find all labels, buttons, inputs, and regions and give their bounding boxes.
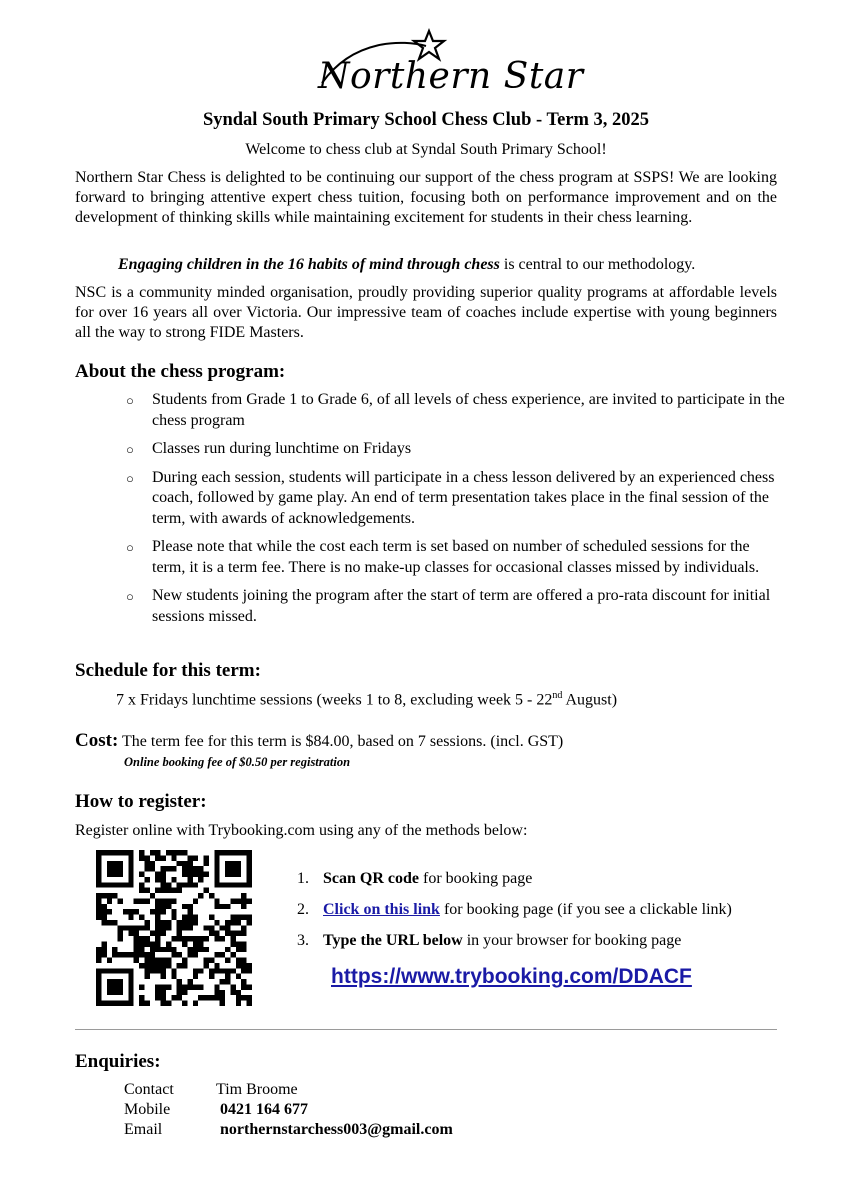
mobile-row [124, 1101, 308, 1119]
email-row [124, 1121, 453, 1139]
list-item [297, 900, 732, 920]
bullet-icon: ○ [126, 442, 134, 457]
step-emphasis: Type the URL below [323, 932, 463, 949]
bullet-icon: ○ [126, 470, 134, 486]
step-number: 1. [297, 870, 309, 887]
bullet-icon: ○ [126, 540, 134, 555]
contact-label: Contact [124, 1081, 174, 1098]
register-steps [297, 869, 732, 962]
step-number: 3. [297, 932, 309, 949]
bullet-icon: ○ [126, 393, 134, 408]
mobile-label: Mobile [124, 1101, 171, 1118]
about-heading: About the chess program: [75, 361, 286, 382]
logo-text: Northern Star [318, 56, 584, 97]
list-item [126, 390, 786, 431]
list-item [126, 439, 786, 460]
schedule-text-end: August) [562, 691, 618, 709]
email-label: Email [124, 1121, 163, 1138]
mobile-value: 0421 164 677 [220, 1101, 308, 1118]
step-text: in your browser for booking page [462, 932, 682, 949]
booking-fee-note: Online booking fee of $0.50 per registration [124, 755, 351, 769]
bullet-icon: ○ [126, 589, 134, 604]
tagline-rest: is central to our methodology. [499, 256, 696, 273]
email-value[interactable]: northernstarchess003@gmail.com [220, 1121, 453, 1138]
register-heading: How to register: [75, 791, 207, 812]
qr-code-icon[interactable] [96, 850, 252, 1006]
about-list [126, 390, 786, 635]
divider [75, 1029, 777, 1030]
enquiries-heading: Enquiries: [75, 1051, 161, 1072]
contact-row [124, 1081, 298, 1099]
list-item [126, 586, 786, 627]
list-item [297, 869, 732, 889]
star-icon [414, 31, 444, 59]
list-item-text: Classes run during lunchtime on Fridays [152, 440, 412, 457]
booking-url-link[interactable]: https://www.trybooking.com/DDACF [331, 965, 692, 988]
list-item-text: New students joining the program after the start of term are offered a pro-rata discount for initial sessions missed. [152, 587, 771, 625]
contact-value: Tim Broome [216, 1081, 298, 1098]
ordinal-suffix: nd [552, 690, 563, 701]
tagline [118, 256, 695, 274]
booking-link[interactable]: Click on this link [323, 901, 440, 918]
page-title: Syndal South Primary School Chess Club - Term 3, 2025 [202, 110, 650, 130]
step-text: for booking page (if you see a clickable link) [439, 901, 732, 918]
cost-label: Cost: [75, 730, 119, 751]
about-nsc-paragraph: NSC is a community minded organisation, proudly providing superior quality programs at affordable levels for over 16 years all over Victoria. Our impressive team of coaches include expertise with young beginners all the way to strong FIDE Masters. [75, 284, 777, 341]
cost-line [75, 730, 563, 752]
welcome-line: Welcome to chess club at Syndal South Primary School! [245, 141, 607, 158]
list-item-text: Students from Grade 1 to Grade 6, of all levels of chess experience, are invited to participate in the chess program [152, 391, 785, 429]
schedule-heading: Schedule for this term: [75, 660, 261, 681]
list-item [126, 468, 786, 530]
list-item [297, 931, 732, 951]
schedule-text: 7 x Fridays lunchtime sessions (weeks 1 to 8, excluding week 5 - 22 [116, 691, 553, 709]
intro-paragraph: Northern Star Chess is delighted to be continuing our support of the chess program at SSPS! We are looking forward to bringing attentive expert chess tuition, focusing both on performance improvement and on the development of thinking skills while maintaining excitement for students in their chess learning. [75, 169, 777, 226]
step-text: for booking page [419, 870, 533, 887]
cost-text: The term fee for this term is $84.00, based on 7 sessions. (incl. GST) [118, 733, 564, 750]
list-item-text: Please note that while the cost each term is set based on number of scheduled sessions for the term, it is a term fee. There is no make-up classes for occasional classes missed by individuals. [152, 538, 760, 576]
step-number: 2. [297, 901, 309, 918]
tagline-emphasis: Engaging children in the 16 habits of mind through chess [118, 256, 500, 273]
schedule-line [116, 690, 617, 709]
list-item [126, 537, 786, 578]
register-intro: Register online with Trybooking.com using any of the methods below: [75, 822, 528, 839]
step-emphasis: Scan QR code [323, 870, 419, 887]
list-item-text: During each session, students will participate in a chess lesson delivered by an experienced chess coach, followed by game play. An end of term presentation takes place in the final session of the term, with awards of acknowledgements. [152, 468, 775, 527]
